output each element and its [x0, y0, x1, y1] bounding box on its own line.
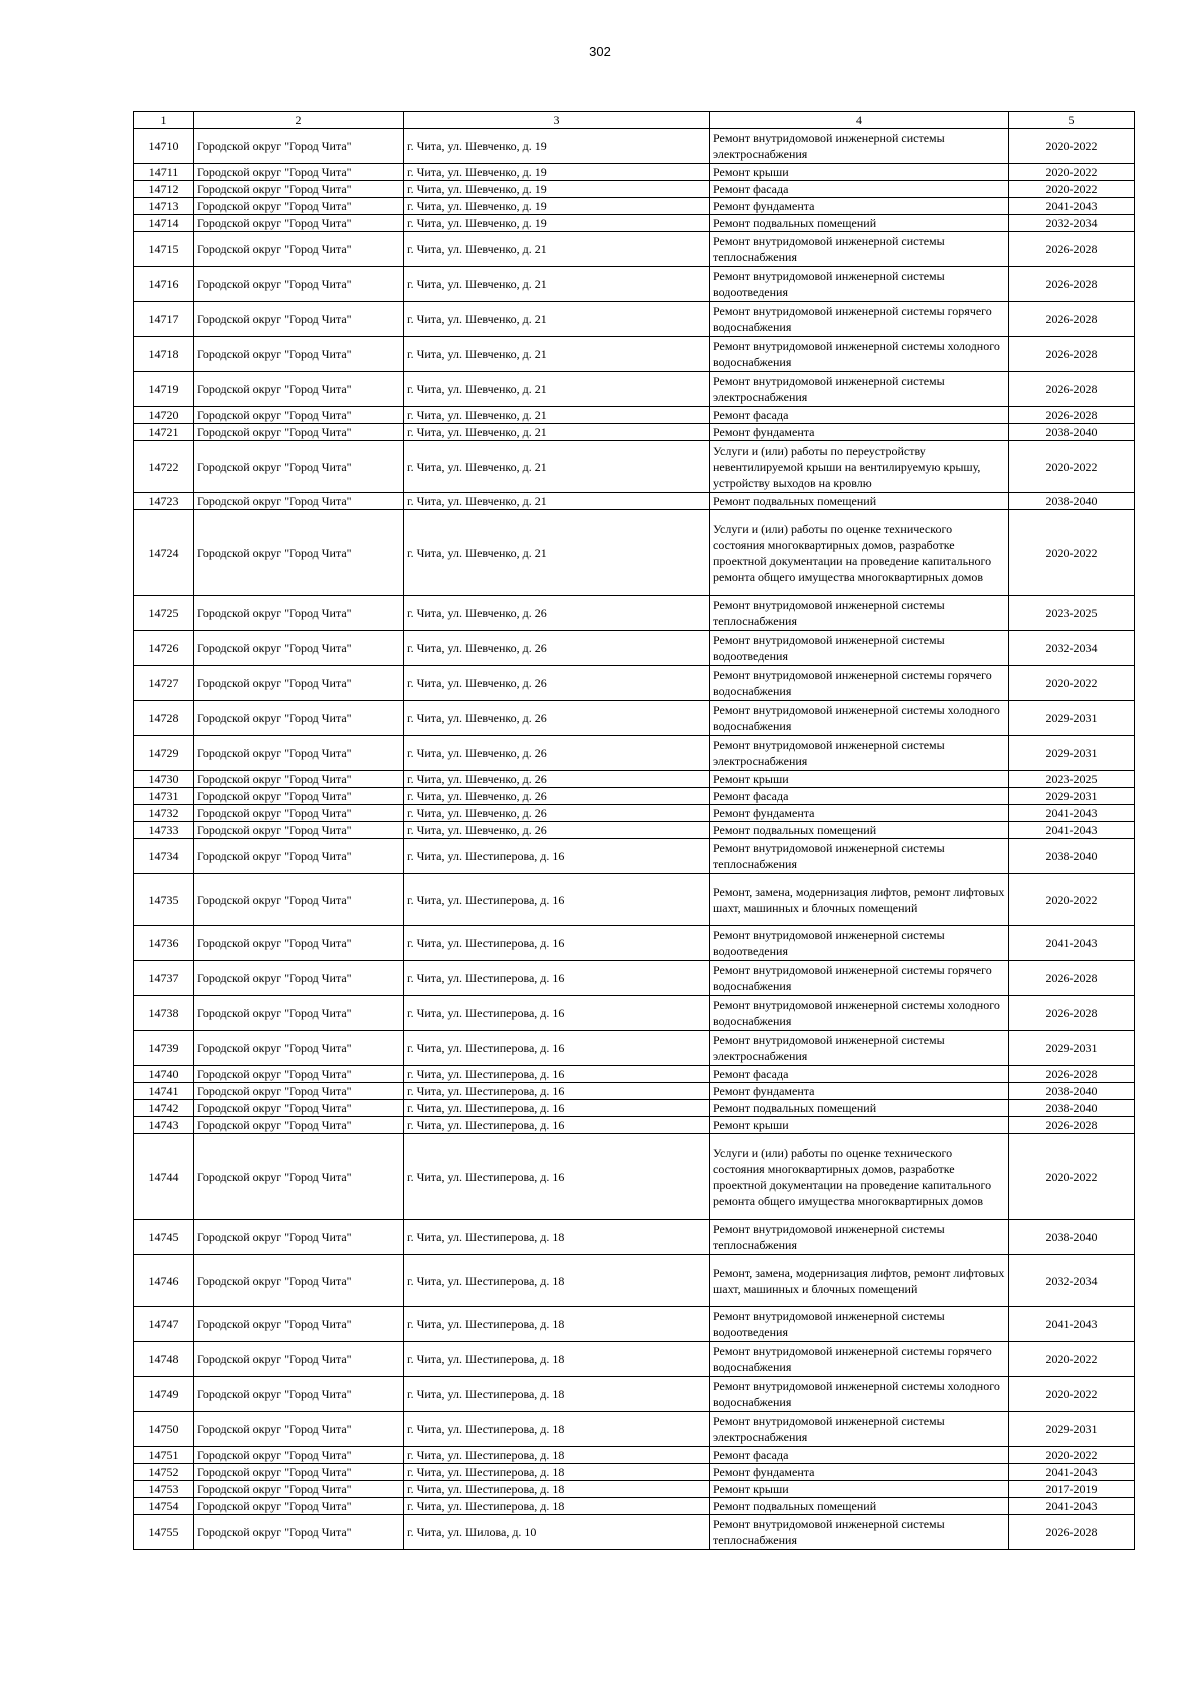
row-number-cell: 14741 [134, 1083, 194, 1100]
municipality-cell: Городской округ "Город Чита" [194, 181, 404, 198]
row-number-cell: 14712 [134, 181, 194, 198]
work-type-cell: Ремонт фасада [710, 1447, 1009, 1464]
work-type-cell: Ремонт подвальных помещений [710, 822, 1009, 839]
municipality-cell: Городской округ "Город Чита" [194, 805, 404, 822]
table-row [134, 788, 1135, 805]
municipality-cell: Городской округ "Город Чита" [194, 164, 404, 181]
address-cell: г. Чита, ул. Шевченко, д. 21 [404, 407, 710, 424]
period-cell: 2020-2022 [1009, 181, 1135, 198]
work-type-cell: Ремонт внутридомовой инженерной системы водоотведения [710, 267, 1009, 302]
work-type-cell: Ремонт внутридомовой инженерной системы электроснабжения [710, 372, 1009, 407]
row-number-cell: 14737 [134, 961, 194, 996]
table-row [134, 1412, 1135, 1447]
row-number-cell: 14736 [134, 926, 194, 961]
work-type-cell: Ремонт, замена, модернизация лифтов, ремонт лифтовых шахт, машинных и блочных помещений [710, 874, 1009, 926]
address-cell: г. Чита, ул. Шевченко, д. 21 [404, 424, 710, 441]
table-row [134, 1117, 1135, 1134]
period-cell: 2029-2031 [1009, 788, 1135, 805]
table-row [134, 337, 1135, 372]
table-row [134, 407, 1135, 424]
address-cell: г. Чита, ул. Шилова, д. 10 [404, 1515, 710, 1550]
period-cell: 2029-2031 [1009, 1031, 1135, 1066]
table-row [134, 302, 1135, 337]
table-row [134, 1342, 1135, 1377]
period-cell: 2038-2040 [1009, 424, 1135, 441]
work-type-cell: Ремонт фундамента [710, 1464, 1009, 1481]
row-number-cell: 14724 [134, 510, 194, 596]
column-header: 3 [404, 112, 710, 129]
municipality-cell: Городской округ "Город Чита" [194, 1515, 404, 1550]
period-cell: 2038-2040 [1009, 839, 1135, 874]
table-row [134, 822, 1135, 839]
table-row [134, 1255, 1135, 1307]
municipality-cell: Городской округ "Город Чита" [194, 337, 404, 372]
row-number-cell: 14740 [134, 1066, 194, 1083]
work-type-cell: Ремонт крыши [710, 771, 1009, 788]
row-number-cell: 14754 [134, 1498, 194, 1515]
address-cell: г. Чита, ул. Шевченко, д. 19 [404, 129, 710, 164]
table-row [134, 198, 1135, 215]
row-number-cell: 14728 [134, 701, 194, 736]
period-cell: 2029-2031 [1009, 736, 1135, 771]
address-cell: г. Чита, ул. Шевченко, д. 21 [404, 510, 710, 596]
municipality-cell: Городской округ "Город Чита" [194, 1342, 404, 1377]
municipality-cell: Городской округ "Город Чита" [194, 596, 404, 631]
period-cell: 2032-2034 [1009, 215, 1135, 232]
period-cell: 2026-2028 [1009, 1515, 1135, 1550]
municipality-cell: Городской округ "Город Чита" [194, 424, 404, 441]
row-number-cell: 14710 [134, 129, 194, 164]
row-number-cell: 14718 [134, 337, 194, 372]
work-type-cell: Ремонт, замена, модернизация лифтов, ремонт лифтовых шахт, машинных и блочных помещений [710, 1255, 1009, 1307]
row-number-cell: 14752 [134, 1464, 194, 1481]
row-number-cell: 14745 [134, 1220, 194, 1255]
table-header-row [134, 112, 1135, 129]
table-row [134, 1066, 1135, 1083]
table-row [134, 1498, 1135, 1515]
period-cell: 2038-2040 [1009, 1100, 1135, 1117]
address-cell: г. Чита, ул. Шестиперова, д. 18 [404, 1498, 710, 1515]
row-number-cell: 14713 [134, 198, 194, 215]
work-type-cell: Ремонт подвальных помещений [710, 1498, 1009, 1515]
row-number-cell: 14746 [134, 1255, 194, 1307]
work-type-cell: Услуги и (или) работы по переустройству невентилируемой крыши на вентилируемую крышу, устройству выходов на кровлю [710, 441, 1009, 493]
table-row [134, 771, 1135, 788]
table-row [134, 666, 1135, 701]
address-cell: г. Чита, ул. Шестиперова, д. 18 [404, 1307, 710, 1342]
table-row [134, 631, 1135, 666]
work-type-cell: Ремонт внутридомовой инженерной системы водоотведения [710, 926, 1009, 961]
address-cell: г. Чита, ул. Шестиперова, д. 16 [404, 1083, 710, 1100]
period-cell: 2026-2028 [1009, 1066, 1135, 1083]
address-cell: г. Чита, ул. Шевченко, д. 21 [404, 372, 710, 407]
municipality-cell: Городской округ "Город Чита" [194, 1117, 404, 1134]
row-number-cell: 14716 [134, 267, 194, 302]
address-cell: г. Чита, ул. Шестиперова, д. 16 [404, 996, 710, 1031]
work-type-cell: Ремонт внутридомовой инженерной системы теплоснабжения [710, 232, 1009, 267]
row-number-cell: 14727 [134, 666, 194, 701]
table-row [134, 267, 1135, 302]
row-number-cell: 14725 [134, 596, 194, 631]
work-type-cell: Ремонт фундамента [710, 1083, 1009, 1100]
municipality-cell: Городской округ "Город Чита" [194, 1066, 404, 1083]
table-row [134, 1464, 1135, 1481]
work-type-cell: Услуги и (или) работы по оценке технического состояния многоквартирных домов, разработке проектной документации на проведение капитального ремонта общего имущества многоквартирных домов [710, 1134, 1009, 1220]
table-row [134, 805, 1135, 822]
table-row [134, 596, 1135, 631]
work-type-cell: Ремонт внутридомовой инженерной системы теплоснабжения [710, 596, 1009, 631]
table-row [134, 129, 1135, 164]
address-cell: г. Чита, ул. Шевченко, д. 26 [404, 631, 710, 666]
row-number-cell: 14722 [134, 441, 194, 493]
table-row [134, 510, 1135, 596]
municipality-cell: Городской округ "Город Чита" [194, 493, 404, 510]
capital-repair-table [133, 111, 1135, 1550]
period-cell: 2020-2022 [1009, 874, 1135, 926]
row-number-cell: 14742 [134, 1100, 194, 1117]
table-row [134, 1134, 1135, 1220]
period-cell: 2032-2034 [1009, 1255, 1135, 1307]
period-cell: 2041-2043 [1009, 1464, 1135, 1481]
table-row [134, 215, 1135, 232]
row-number-cell: 14755 [134, 1515, 194, 1550]
work-type-cell: Ремонт фундамента [710, 805, 1009, 822]
address-cell: г. Чита, ул. Шестиперова, д. 16 [404, 1100, 710, 1117]
row-number-cell: 14733 [134, 822, 194, 839]
row-number-cell: 14749 [134, 1377, 194, 1412]
table-row [134, 1481, 1135, 1498]
address-cell: г. Чита, ул. Шевченко, д. 26 [404, 822, 710, 839]
municipality-cell: Городской округ "Город Чита" [194, 926, 404, 961]
municipality-cell: Городской округ "Город Чита" [194, 666, 404, 701]
period-cell: 2020-2022 [1009, 164, 1135, 181]
period-cell: 2038-2040 [1009, 493, 1135, 510]
row-number-cell: 14750 [134, 1412, 194, 1447]
row-number-cell: 14751 [134, 1447, 194, 1464]
period-cell: 2026-2028 [1009, 961, 1135, 996]
row-number-cell: 14744 [134, 1134, 194, 1220]
address-cell: г. Чита, ул. Шевченко, д. 21 [404, 232, 710, 267]
municipality-cell: Городской округ "Город Чита" [194, 1134, 404, 1220]
period-cell: 2026-2028 [1009, 337, 1135, 372]
work-type-cell: Ремонт внутридомовой инженерной системы теплоснабжения [710, 1515, 1009, 1550]
work-type-cell: Ремонт внутридомовой инженерной системы горячего водоснабжения [710, 961, 1009, 996]
municipality-cell: Городской округ "Город Чита" [194, 1031, 404, 1066]
municipality-cell: Городской округ "Город Чита" [194, 1307, 404, 1342]
municipality-cell: Городской округ "Город Чита" [194, 1481, 404, 1498]
table-row [134, 1100, 1135, 1117]
row-number-cell: 14717 [134, 302, 194, 337]
row-number-cell: 14729 [134, 736, 194, 771]
period-cell: 2023-2025 [1009, 596, 1135, 631]
work-type-cell: Ремонт фундамента [710, 424, 1009, 441]
table-row [134, 232, 1135, 267]
table-row [134, 1307, 1135, 1342]
work-type-cell: Ремонт подвальных помещений [710, 215, 1009, 232]
work-type-cell: Ремонт внутридомовой инженерной системы электроснабжения [710, 736, 1009, 771]
table-row [134, 424, 1135, 441]
row-number-cell: 14719 [134, 372, 194, 407]
work-type-cell: Ремонт фундамента [710, 198, 1009, 215]
page-number: 302 [589, 44, 611, 59]
period-cell: 2020-2022 [1009, 666, 1135, 701]
row-number-cell: 14743 [134, 1117, 194, 1134]
period-cell: 2041-2043 [1009, 805, 1135, 822]
address-cell: г. Чита, ул. Шестиперова, д. 16 [404, 1031, 710, 1066]
work-type-cell: Ремонт фасада [710, 1066, 1009, 1083]
table-row [134, 1031, 1135, 1066]
work-type-cell: Ремонт внутридомовой инженерной системы электроснабжения [710, 1031, 1009, 1066]
period-cell: 2026-2028 [1009, 267, 1135, 302]
municipality-cell: Городской округ "Город Чита" [194, 736, 404, 771]
address-cell: г. Чита, ул. Шестиперова, д. 18 [404, 1447, 710, 1464]
municipality-cell: Городской округ "Город Чита" [194, 510, 404, 596]
table-row [134, 1083, 1135, 1100]
address-cell: г. Чита, ул. Шевченко, д. 19 [404, 181, 710, 198]
municipality-cell: Городской округ "Город Чита" [194, 1412, 404, 1447]
work-type-cell: Ремонт внутридомовой инженерной системы водоотведения [710, 631, 1009, 666]
municipality-cell: Городской округ "Город Чита" [194, 1377, 404, 1412]
municipality-cell: Городской округ "Город Чита" [194, 822, 404, 839]
address-cell: г. Чита, ул. Шевченко, д. 26 [404, 788, 710, 805]
address-cell: г. Чита, ул. Шестиперова, д. 16 [404, 874, 710, 926]
period-cell: 2038-2040 [1009, 1220, 1135, 1255]
municipality-cell: Городской округ "Город Чита" [194, 1220, 404, 1255]
municipality-cell: Городской округ "Город Чита" [194, 996, 404, 1031]
row-number-cell: 14714 [134, 215, 194, 232]
address-cell: г. Чита, ул. Шевченко, д. 21 [404, 267, 710, 302]
work-type-cell: Ремонт внутридомовой инженерной системы электроснабжения [710, 1412, 1009, 1447]
period-cell: 2026-2028 [1009, 302, 1135, 337]
period-cell: 2026-2028 [1009, 372, 1135, 407]
address-cell: г. Чита, ул. Шевченко, д. 26 [404, 736, 710, 771]
period-cell: 2029-2031 [1009, 1412, 1135, 1447]
municipality-cell: Городской округ "Город Чита" [194, 961, 404, 996]
period-cell: 2026-2028 [1009, 232, 1135, 267]
period-cell: 2020-2022 [1009, 441, 1135, 493]
row-number-cell: 14732 [134, 805, 194, 822]
municipality-cell: Городской округ "Город Чита" [194, 1255, 404, 1307]
work-type-cell: Ремонт крыши [710, 1117, 1009, 1134]
work-type-cell: Ремонт крыши [710, 1481, 1009, 1498]
row-number-cell: 14738 [134, 996, 194, 1031]
municipality-cell: Городской округ "Город Чита" [194, 839, 404, 874]
municipality-cell: Городской округ "Город Чита" [194, 407, 404, 424]
address-cell: г. Чита, ул. Шестиперова, д. 16 [404, 1134, 710, 1220]
row-number-cell: 14734 [134, 839, 194, 874]
period-cell: 2041-2043 [1009, 198, 1135, 215]
row-number-cell: 14753 [134, 1481, 194, 1498]
period-cell: 2020-2022 [1009, 1134, 1135, 1220]
work-type-cell: Ремонт крыши [710, 164, 1009, 181]
address-cell: г. Чита, ул. Шестиперова, д. 18 [404, 1377, 710, 1412]
municipality-cell: Городской округ "Город Чита" [194, 1464, 404, 1481]
period-cell: 2041-2043 [1009, 1307, 1135, 1342]
work-type-cell: Ремонт внутридомовой инженерной системы холодного водоснабжения [710, 701, 1009, 736]
work-type-cell: Ремонт фасада [710, 407, 1009, 424]
address-cell: г. Чита, ул. Шевченко, д. 21 [404, 441, 710, 493]
work-type-cell: Ремонт внутридомовой инженерной системы горячего водоснабжения [710, 666, 1009, 701]
municipality-cell: Городской округ "Город Чита" [194, 372, 404, 407]
table-row [134, 1377, 1135, 1412]
period-cell: 2032-2034 [1009, 631, 1135, 666]
table-row [134, 181, 1135, 198]
address-cell: г. Чита, ул. Шестиперова, д. 18 [404, 1342, 710, 1377]
address-cell: г. Чита, ул. Шестиперова, д. 18 [404, 1220, 710, 1255]
work-type-cell: Ремонт фасада [710, 788, 1009, 805]
address-cell: г. Чита, ул. Шестиперова, д. 16 [404, 1066, 710, 1083]
work-type-cell: Ремонт внутридомовой инженерной системы горячего водоснабжения [710, 302, 1009, 337]
table-row [134, 736, 1135, 771]
table-row [134, 1447, 1135, 1464]
row-number-cell: 14730 [134, 771, 194, 788]
work-type-cell: Ремонт подвальных помещений [710, 1100, 1009, 1117]
column-header: 1 [134, 112, 194, 129]
address-cell: г. Чита, ул. Шестиперова, д. 16 [404, 1117, 710, 1134]
column-header: 4 [710, 112, 1009, 129]
period-cell: 2020-2022 [1009, 1342, 1135, 1377]
address-cell: г. Чита, ул. Шевченко, д. 19 [404, 215, 710, 232]
address-cell: г. Чита, ул. Шестиперова, д. 16 [404, 961, 710, 996]
period-cell: 2041-2043 [1009, 926, 1135, 961]
table-row [134, 874, 1135, 926]
work-type-cell: Ремонт внутридомовой инженерной системы горячего водоснабжения [710, 1342, 1009, 1377]
table-row [134, 164, 1135, 181]
municipality-cell: Городской округ "Город Чита" [194, 1083, 404, 1100]
column-header: 5 [1009, 112, 1135, 129]
municipality-cell: Городской округ "Город Чита" [194, 267, 404, 302]
row-number-cell: 14747 [134, 1307, 194, 1342]
municipality-cell: Городской округ "Город Чита" [194, 701, 404, 736]
municipality-cell: Городской округ "Город Чита" [194, 631, 404, 666]
period-cell: 2029-2031 [1009, 701, 1135, 736]
table-row [134, 372, 1135, 407]
period-cell: 2041-2043 [1009, 822, 1135, 839]
period-cell: 2020-2022 [1009, 510, 1135, 596]
address-cell: г. Чита, ул. Шестиперова, д. 18 [404, 1481, 710, 1498]
row-number-cell: 14748 [134, 1342, 194, 1377]
address-cell: г. Чита, ул. Шевченко, д. 21 [404, 493, 710, 510]
municipality-cell: Городской округ "Город Чита" [194, 198, 404, 215]
work-type-cell: Ремонт внутридомовой инженерной системы холодного водоснабжения [710, 996, 1009, 1031]
address-cell: г. Чита, ул. Шевченко, д. 21 [404, 337, 710, 372]
row-number-cell: 14715 [134, 232, 194, 267]
column-header: 2 [194, 112, 404, 129]
table-row [134, 1515, 1135, 1550]
address-cell: г. Чита, ул. Шевченко, д. 19 [404, 198, 710, 215]
address-cell: г. Чита, ул. Шестиперова, д. 16 [404, 839, 710, 874]
row-number-cell: 14723 [134, 493, 194, 510]
address-cell: г. Чита, ул. Шевченко, д. 26 [404, 596, 710, 631]
period-cell: 2017-2019 [1009, 1481, 1135, 1498]
row-number-cell: 14711 [134, 164, 194, 181]
table-row [134, 701, 1135, 736]
address-cell: г. Чита, ул. Шевченко, д. 19 [404, 164, 710, 181]
address-cell: г. Чита, ул. Шевченко, д. 26 [404, 771, 710, 788]
work-type-cell: Ремонт подвальных помещений [710, 493, 1009, 510]
work-type-cell: Услуги и (или) работы по оценке технического состояния многоквартирных домов, разработке проектной документации на проведение капитального ремонта общего имущества многоквартирных домов [710, 510, 1009, 596]
municipality-cell: Городской округ "Город Чита" [194, 1447, 404, 1464]
row-number-cell: 14721 [134, 424, 194, 441]
municipality-cell: Городской округ "Город Чита" [194, 1100, 404, 1117]
municipality-cell: Городской округ "Город Чита" [194, 1498, 404, 1515]
municipality-cell: Городской округ "Город Чита" [194, 302, 404, 337]
table-row [134, 441, 1135, 493]
period-cell: 2023-2025 [1009, 771, 1135, 788]
period-cell: 2020-2022 [1009, 129, 1135, 164]
work-type-cell: Ремонт внутридомовой инженерной системы холодного водоснабжения [710, 337, 1009, 372]
municipality-cell: Городской округ "Город Чита" [194, 441, 404, 493]
period-cell: 2020-2022 [1009, 1377, 1135, 1412]
municipality-cell: Городской округ "Город Чита" [194, 771, 404, 788]
table-row [134, 996, 1135, 1031]
period-cell: 2038-2040 [1009, 1083, 1135, 1100]
address-cell: г. Чита, ул. Шевченко, д. 26 [404, 805, 710, 822]
municipality-cell: Городской округ "Город Чита" [194, 874, 404, 926]
work-type-cell: Ремонт внутридомовой инженерной системы холодного водоснабжения [710, 1377, 1009, 1412]
address-cell: г. Чита, ул. Шестиперова, д. 18 [404, 1464, 710, 1481]
period-cell: 2026-2028 [1009, 407, 1135, 424]
work-type-cell: Ремонт внутридомовой инженерной системы электроснабжения [710, 129, 1009, 164]
municipality-cell: Городской округ "Город Чита" [194, 215, 404, 232]
work-type-cell: Ремонт внутридомовой инженерной системы водоотведения [710, 1307, 1009, 1342]
period-cell: 2020-2022 [1009, 1447, 1135, 1464]
municipality-cell: Городской округ "Город Чита" [194, 232, 404, 267]
address-cell: г. Чита, ул. Шестиперова, д. 16 [404, 926, 710, 961]
period-cell: 2026-2028 [1009, 996, 1135, 1031]
period-cell: 2026-2028 [1009, 1117, 1135, 1134]
row-number-cell: 14731 [134, 788, 194, 805]
address-cell: г. Чита, ул. Шестиперова, д. 18 [404, 1412, 710, 1447]
municipality-cell: Городской округ "Город Чита" [194, 788, 404, 805]
row-number-cell: 14720 [134, 407, 194, 424]
work-type-cell: Ремонт внутридомовой инженерной системы теплоснабжения [710, 1220, 1009, 1255]
table-row [134, 493, 1135, 510]
work-type-cell: Ремонт фасада [710, 181, 1009, 198]
address-cell: г. Чита, ул. Шевченко, д. 26 [404, 701, 710, 736]
row-number-cell: 14735 [134, 874, 194, 926]
row-number-cell: 14739 [134, 1031, 194, 1066]
address-cell: г. Чита, ул. Шевченко, д. 26 [404, 666, 710, 701]
row-number-cell: 14726 [134, 631, 194, 666]
municipality-cell: Городской округ "Город Чита" [194, 129, 404, 164]
table-row [134, 961, 1135, 996]
work-type-cell: Ремонт внутридомовой инженерной системы теплоснабжения [710, 839, 1009, 874]
address-cell: г. Чита, ул. Шестиперова, д. 18 [404, 1255, 710, 1307]
period-cell: 2041-2043 [1009, 1498, 1135, 1515]
table-row [134, 839, 1135, 874]
address-cell: г. Чита, ул. Шевченко, д. 21 [404, 302, 710, 337]
table-row [134, 1220, 1135, 1255]
table-row [134, 926, 1135, 961]
